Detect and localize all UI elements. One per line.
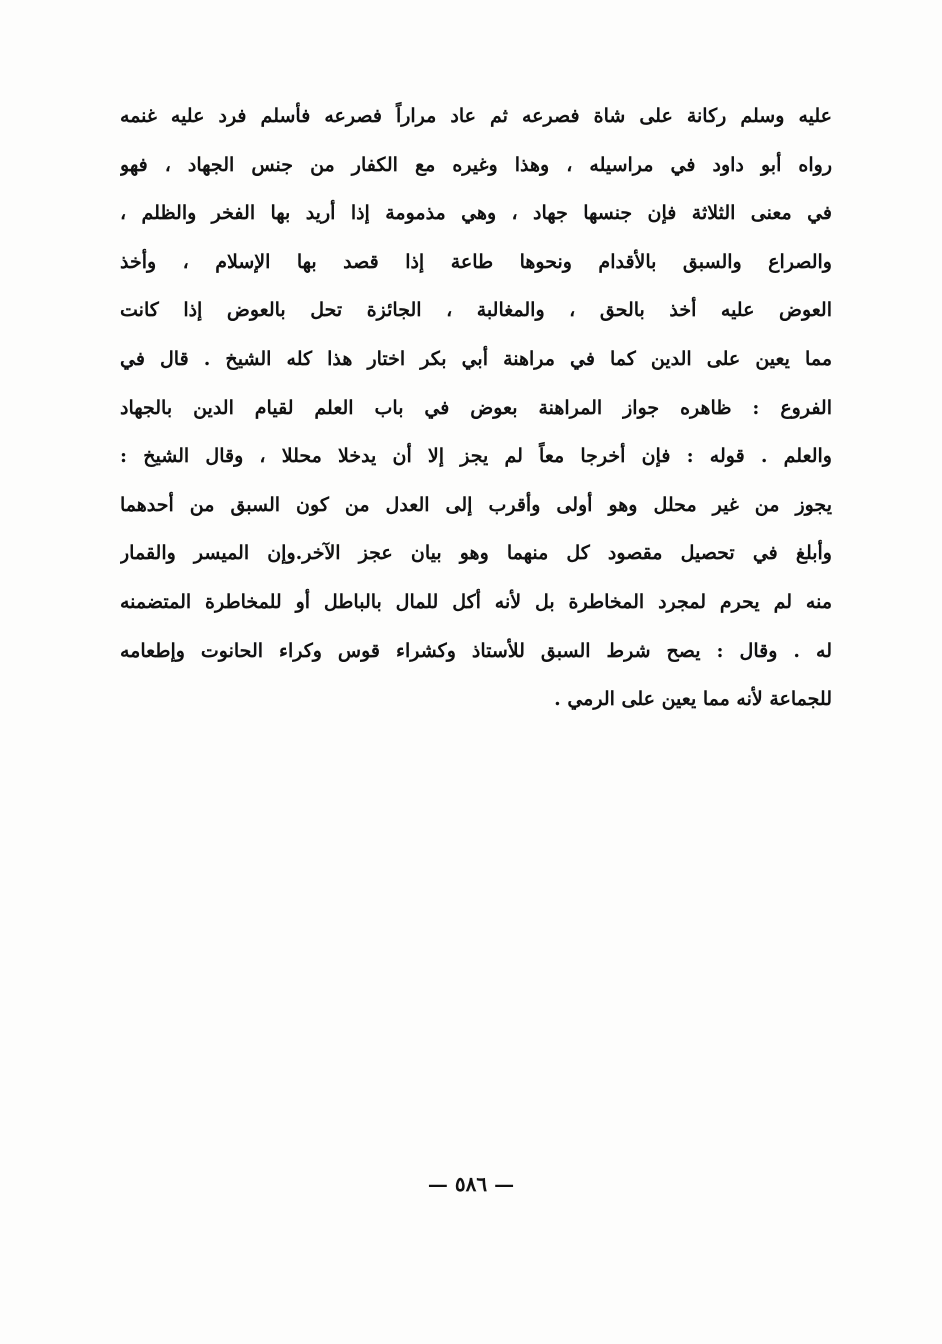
text-line: العوض عليه أخذ بالحق ، والمغالبة ، الجائزة تحل بالعوض إذا كانت — [120, 299, 832, 322]
text-line: الفروع : ظاهره جواز المراهنة بعوض في باب العلم لقيام الدين بالجهاد — [120, 396, 832, 419]
body-text — [120, 92, 832, 724]
text-line: له . وقال : يصح شرط السبق للأستاذ وكشراء قوس وكراء الحانوت وإطعامه — [120, 639, 832, 662]
text-line: منه لم يحرم لمجرد المخاطرة بل لأنه أكل للمال بالباطل أو للمخاطرة المتضمنه — [120, 590, 832, 613]
text-line: وأبلغ في تحصيل مقصود كل منهما وهو بيان عجز الآخر.وإن الميسر والقمار — [120, 542, 832, 565]
text-line-last: للجماعة لأنه مما يعين على الرمي . — [554, 688, 832, 711]
text-line: يجوز من غير محلل وهو أولى وأقرب إلى العدل من كون السبق من أحدهما — [120, 493, 832, 516]
text-line: والعلم . قوله : فإن أخرجا معاً لم يجز إلا أن يدخلا محللا ، وقال الشيخ : — [120, 445, 832, 468]
text-line: مما يعين على الدين كما في مراهنة أبي بكر اختار هذا كله الشيخ . قال في — [120, 347, 832, 370]
text-line: والصراع والسبق بالأقدام ونحوها طاعة إذا قصد بها الإسلام ، وأخذ — [120, 250, 832, 273]
page-number: — ٥٨٦ — — [427, 1172, 515, 1196]
text-line: رواه أبو داود في مراسيله ، وهذا وغيره مع الكفار من جنس الجهاد ، فهو — [120, 153, 832, 176]
text-line: في معنى الثلاثة فإن جنسها جهاد ، وهي مذمومة إذا أريد بها الفخر والظلم ، — [120, 202, 832, 225]
text-line: عليه وسلم ركانة على شاة فصرعه ثم عاد مراراً فصرعه فأسلم فرد عليه غنمه — [120, 105, 832, 127]
